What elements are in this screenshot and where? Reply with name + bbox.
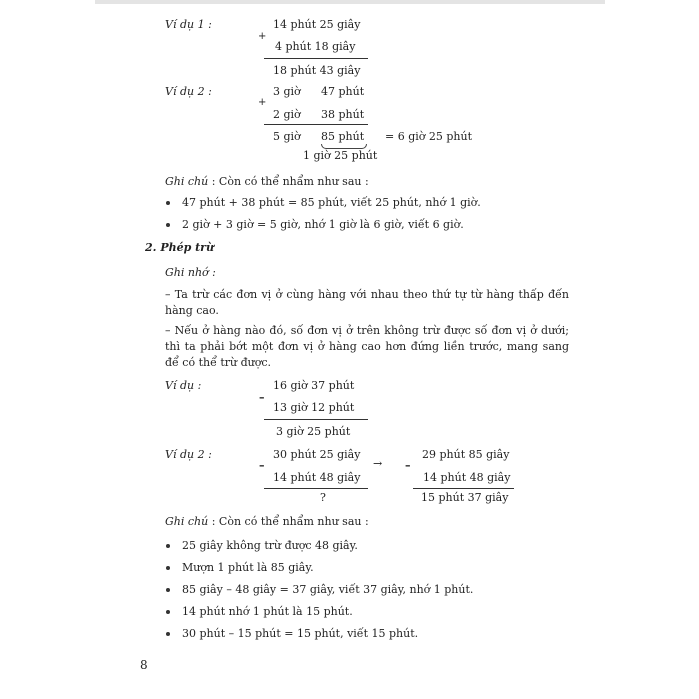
unknown-result: ? (320, 491, 326, 504)
minus-sign: – (259, 459, 265, 472)
operand: 14 phút 25 giây (273, 18, 361, 31)
example-label: Ví dụ : (165, 379, 202, 392)
result: 18 phút 43 giây (273, 64, 361, 77)
arrow-right-icon: → (373, 457, 383, 470)
list-item: 30 phút – 15 phút = 15 phút, viết 15 phút. (182, 627, 419, 640)
result: 3 giờ 25 phút (276, 425, 351, 438)
list-item: 47 phút + 38 phút = 85 phút, viết 25 phút, nhớ 1 giờ. (182, 196, 481, 209)
difference-line (264, 488, 368, 489)
bullet-icon (166, 544, 170, 548)
minus-sign: – (405, 459, 411, 472)
note: Ghi chú : Còn có thể nhẩm như sau : (165, 515, 369, 528)
sum-line (264, 124, 368, 125)
example-label: Ví dụ 1 : (165, 18, 212, 31)
example-label: Ví dụ 2 : (165, 448, 212, 461)
operand: 30 phút 25 giây (273, 448, 361, 461)
list-item: 85 giây – 48 giây = 37 giây, viết 37 giây, nhớ 1 phút. (182, 583, 474, 596)
section-heading: 2. Phép trừ (145, 241, 214, 254)
equivalent: = 6 giờ 25 phút (385, 130, 473, 143)
bullet-icon (166, 223, 170, 227)
bullet-icon (166, 632, 170, 636)
operand-hours: 3 giờ (273, 85, 301, 98)
bullet-icon (166, 566, 170, 570)
bullet-icon (166, 610, 170, 614)
difference-line (264, 419, 368, 420)
bullet-icon (166, 201, 170, 205)
result-minutes: 85 phút (321, 130, 365, 143)
sum-line (264, 58, 368, 59)
top-edge (95, 0, 605, 4)
plus-sign: + (258, 97, 267, 108)
list-item: 2 giờ + 3 giờ = 5 giờ, nhớ 1 giờ là 6 giờ, viết 6 giờ. (182, 218, 464, 231)
operand: 29 phút 85 giây (422, 448, 510, 461)
remember-label: Ghi nhớ : (165, 266, 216, 279)
list-item: 25 giây không trừ được 48 giây. (182, 539, 358, 552)
carry-result: 1 giờ 25 phút (303, 149, 378, 162)
result: 15 phút 37 giây (421, 491, 509, 504)
minus-sign: – (259, 391, 265, 404)
operand: 14 phút 48 giây (273, 471, 361, 484)
operand: 14 phút 48 giây (423, 471, 511, 484)
plus-sign: + (258, 31, 267, 42)
example-label: Ví dụ 2 : (165, 85, 212, 98)
list-item: 14 phút nhớ 1 phút là 15 phút. (182, 605, 353, 618)
operand-hours: 2 giờ (273, 108, 301, 121)
operand-minutes: 47 phút (321, 85, 365, 98)
operand-minutes: 38 phút (321, 108, 365, 121)
page-number: 8 (140, 658, 148, 672)
result-hours: 5 giờ (273, 130, 301, 143)
rule-paragraph: – Ta trừ các đơn vị ở cùng hàng với nhau theo thứ tự từ hàng thấp đến hàng cao. (165, 288, 569, 317)
list-item: Mượn 1 phút là 85 giây. (182, 561, 314, 574)
rule-paragraph: – Nếu ở hàng nào đó, số đơn vị ở trên không trừ được số đơn vị ở dưới; thì ta phải bớt một đơn vị ở hàng cao hơn đứng liền trước, mang sang để có thể trừ được. (165, 324, 569, 369)
operand: 4 phút 18 giây (275, 40, 356, 53)
note: Ghi chú : Còn có thể nhẩm như sau : (165, 175, 369, 188)
difference-line (413, 488, 514, 489)
operand: 16 giờ 37 phút (273, 379, 355, 392)
operand: 13 giờ 12 phút (273, 401, 355, 414)
bullet-icon (166, 588, 170, 592)
